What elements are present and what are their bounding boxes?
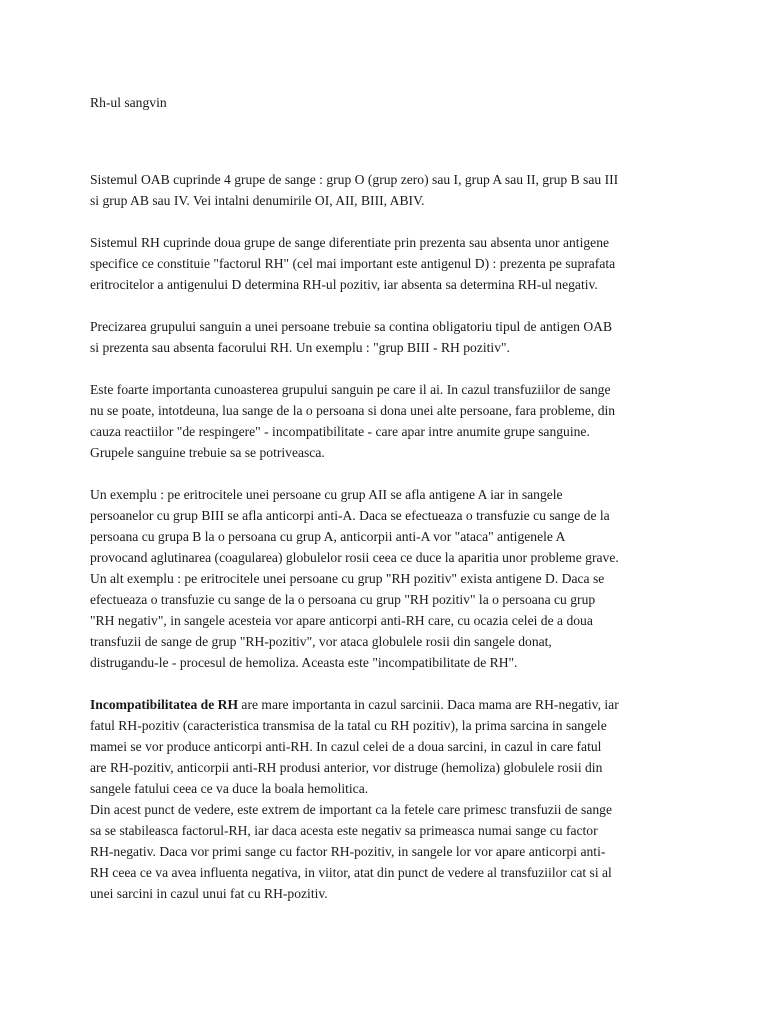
text-line: provocand aglutinarea (coagularea) globulelor rosii ceea ce duce la aparitia unor probleme grave. — [90, 550, 619, 565]
text-line: efectueaza o transfuzie cu sange de la o persoana cu grup "RH pozitiv" la o persoana cu grup — [90, 592, 596, 607]
paragraph-rh-system — [90, 232, 680, 295]
text-line: eritrocitelor a antigenului D determina RH-ul pozitiv, iar absenta sa determina RH-ul negativ. — [90, 277, 598, 292]
text-line: RH-negativ. Daca vor primi sange cu factor RH-pozitiv, in sangele lor vor apare anticorpi anti- — [90, 844, 606, 859]
text-line: cauza reactiilor "de respingere" - incompatibilitate - care apar intre anumite grupe sanguine. — [90, 424, 590, 439]
paragraph-girls-transfusion — [90, 799, 680, 904]
text-line: are RH-pozitiv, anticorpii anti-RH produsi anterior, vor distruge (hemoliza) globulele rosii din — [90, 760, 603, 775]
paragraph-oab-system — [90, 169, 680, 211]
text-line: mamei se vor produce anticorpi anti-RH. In cazul celei de a doua sarcini, in cazul in care fatul — [90, 739, 602, 754]
text-line: RH ceea ce va avea influenta negativa, in viitor, atat din punct de vedere al transfuziilor cat si al — [90, 865, 612, 880]
document-body — [90, 169, 680, 904]
text-line: unei sarcini in cazul unui fat cu RH-pozitiv. — [90, 886, 328, 901]
text-line: Precizarea grupului sanguin a unei persoane trebuie sa contina obligatoriu tipul de antigen OAB — [90, 319, 613, 334]
document-title: Rh-ul sangvin — [90, 95, 167, 110]
text-line: Din acest punct de vedere, este extrem de important ca la fetele care primesc transfuzii de sange — [90, 802, 612, 817]
text-line: Sistemul RH cuprinde doua grupe de sange diferentiate prin prezenta sau absenta unor antigene — [90, 235, 610, 250]
text-line: Grupele sanguine trebuie sa se potriveasca. — [90, 445, 325, 460]
text-line: si grup AB sau IV. Vei intalni denumirile OI, AII, BIII, ABIV. — [90, 193, 425, 208]
paragraph-rh-incompatibility — [90, 694, 680, 799]
text-line: persoana cu grupa B la o persoana cu grup A, anticorpii anti-A vor "ataca" antigenele A — [90, 529, 566, 544]
text-line: Este foarte importanta cunoasterea grupului sanguin pe care il ai. In cazul transfuziilor de sange — [90, 382, 611, 397]
text-line — [90, 694, 680, 715]
text-line: fatul RH-pozitiv (caracteristica transmisa de la tatal cu RH pozitiv), la prima sarcina in sangele — [90, 718, 607, 733]
text-line: nu se poate, intotdeuna, lua sange de la o persoana si dona unei alte persoane, fara probleme, din — [90, 403, 616, 418]
paragraph-transfusion-importance — [90, 379, 680, 463]
paragraph-examples — [90, 484, 680, 673]
text-line: persoanelor cu grup BIII se afla anticorpi anti-A. Daca se efectueaza o transfuzie cu sange de la — [90, 508, 610, 523]
text-line: specifice ce constituie "factorul RH" (cel mai important este antigenul D) : prezenta pe suprafata — [90, 256, 616, 271]
text-line: Sistemul OAB cuprinde 4 grupe de sange : grup O (grup zero) sau I, grup A sau II, grup B sau III — [90, 172, 619, 187]
text-line: "RH negativ", in sangele acesteia vor apare anticorpi anti-RH care, cu ocazia celei de a doua — [90, 613, 593, 628]
paragraph-blood-group-notation — [90, 316, 680, 358]
text-line: transfuzii de sange de grup "RH-pozitiv", vor ataca globulele rosii din sangele donat, — [90, 634, 552, 649]
text-line: Un alt exemplu : pe eritrocitele unei persoane cu grup "RH pozitiv" exista antigene D. Daca se — [90, 571, 605, 586]
text-line: sangele fatului ceea ce va duce la boala hemolitica. — [90, 781, 369, 796]
bold-heading-rh-incompatibility: Incompatibilitatea de RH — [90, 697, 239, 712]
text-line: Un exemplu : pe eritrocitele unei persoane cu grup AII se afla antigene A iar in sangele — [90, 487, 563, 502]
text-line: si prezenta sau absenta facorului RH. Un exemplu : "grup BIII - RH pozitiv". — [90, 340, 510, 355]
text-line: distrugandu-le - procesul de hemoliza. Aceasta este "incompatibilitate de RH". — [90, 655, 518, 670]
text-run: are mare importanta in cazul sarcinii. Daca mama are RH-negativ, iar — [238, 697, 619, 712]
text-line: sa se stabileasca factorul-RH, iar daca acesta este negativ sa primeasca numai sange cu factor — [90, 823, 598, 838]
